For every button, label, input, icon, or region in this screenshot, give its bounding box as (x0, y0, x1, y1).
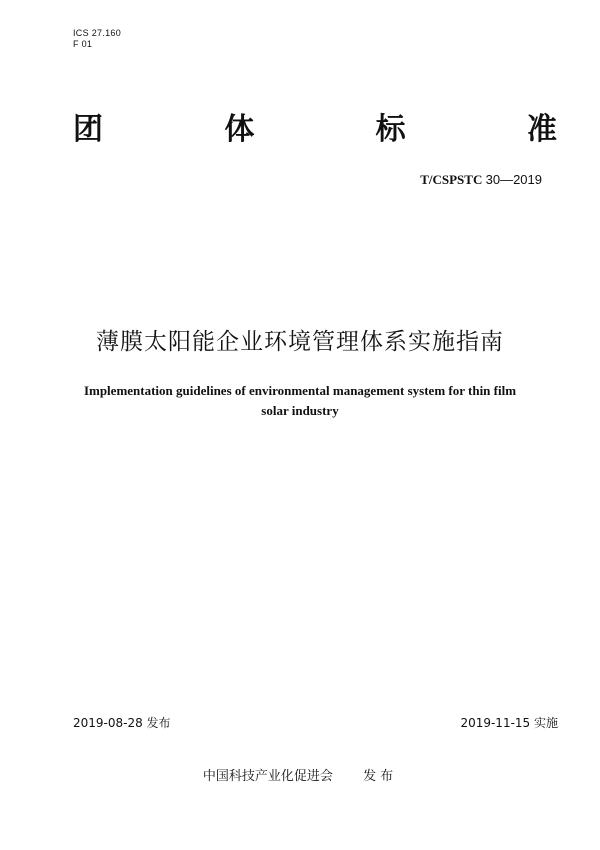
document-number-prefix: T/CSPSTC (420, 172, 483, 187)
standard-type-char: 准 (526, 112, 557, 147)
standard-type-heading (73, 110, 557, 150)
title-english (40, 381, 560, 421)
document-number-value: 30—2019 (485, 172, 542, 187)
title-english-line-2: solar industry (261, 403, 339, 418)
ccs-code: F 01 (73, 39, 93, 49)
issue-date: 2019-08-28 发布 (73, 716, 171, 730)
implementation-date: 2019-11-15 实施 (460, 716, 558, 730)
publisher-action: 发布 (363, 769, 398, 784)
document-number (420, 172, 542, 188)
classification-codes (73, 28, 121, 50)
publisher (0, 765, 600, 784)
standard-type-char: 团 (73, 112, 103, 147)
standard-type-char: 标 (375, 112, 406, 147)
standard-type-char: 体 (224, 112, 255, 147)
ics-code: ICS 27.160 (73, 28, 122, 38)
title-chinese: 薄膜太阳能企业环境管理体系实施指南 (96, 329, 504, 355)
publisher-name: 中国科技产业化促进会 (202, 769, 333, 784)
title-english-line-1: Implementation guidelines of environmental management system for thin film (83, 383, 517, 398)
